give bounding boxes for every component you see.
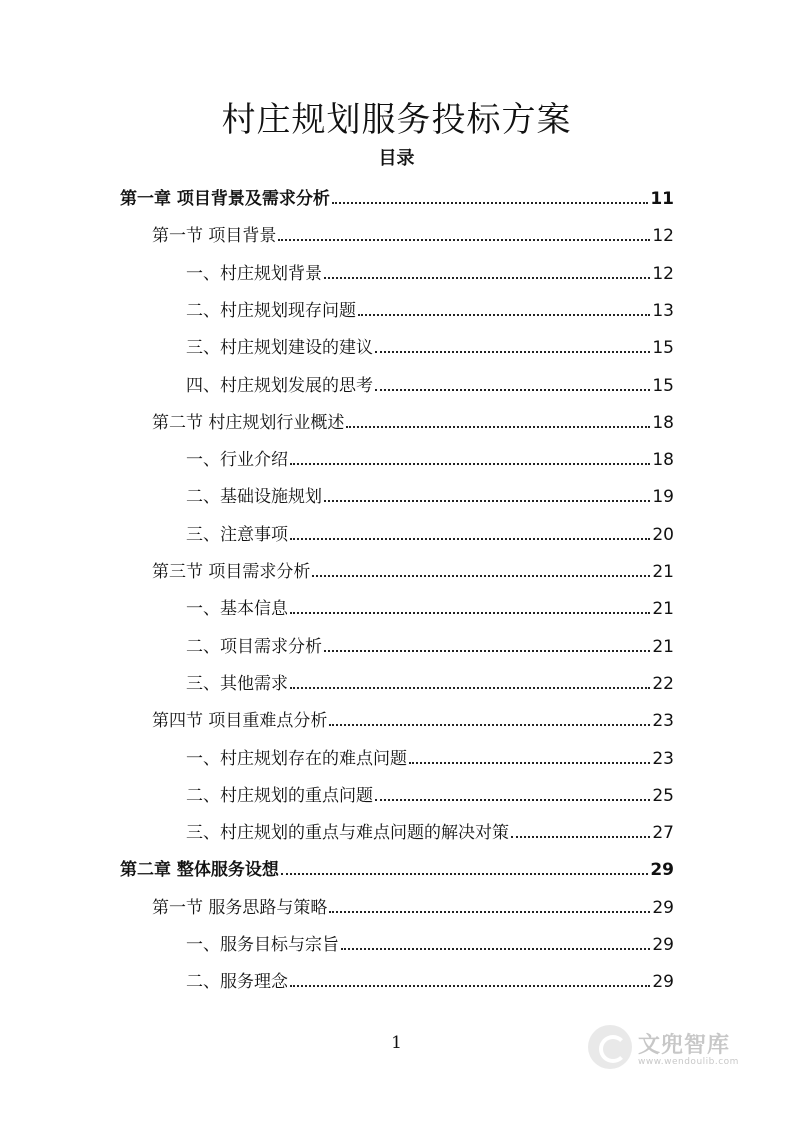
page-number: 1 (391, 1033, 402, 1053)
toc-entry-page: 22 (652, 674, 674, 694)
toc-entry-label: 二、村庄规划现存问题 (186, 301, 356, 321)
toc-leader-dots (329, 724, 650, 726)
toc-entry-item[interactable] (186, 963, 674, 993)
toc-entry-label: 二、村庄规划的重点问题 (186, 786, 373, 806)
toc-entry-page: 19 (652, 487, 674, 507)
toc-entry-label: 三、村庄规划建设的建议 (186, 338, 373, 358)
toc-leader-dots (290, 985, 650, 987)
toc-entry-item[interactable] (186, 329, 674, 359)
toc-entry-label: 二、服务理念 (186, 972, 288, 992)
toc-entry-item[interactable] (186, 814, 674, 844)
toc-entry-item[interactable] (186, 516, 674, 546)
toc-entry-page: 13 (652, 301, 674, 321)
toc-leader-dots (346, 426, 650, 428)
toc-entry-section[interactable] (152, 702, 674, 732)
toc-entry-label: 第二章 整体服务设想 (120, 860, 279, 880)
toc-leader-dots (290, 538, 650, 540)
toc-entry-chapter[interactable] (120, 180, 674, 210)
toc-leader-dots (409, 762, 650, 764)
toc-heading: 目录 (378, 148, 415, 169)
toc-leader-dots (375, 351, 650, 353)
toc-entry-page: 11 (650, 189, 674, 209)
toc-entry-page: 18 (652, 413, 674, 433)
toc-entry-section[interactable] (152, 553, 674, 583)
toc-leader-dots (332, 202, 648, 204)
toc-entry-label: 二、项目需求分析 (186, 637, 322, 657)
toc-entry-page: 29 (652, 972, 674, 992)
toc-entry-label: 三、注意事项 (186, 525, 288, 545)
toc-entry-page: 25 (652, 786, 674, 806)
toc-entry-item[interactable] (186, 665, 674, 695)
toc-entry-page: 27 (652, 823, 674, 843)
toc-entry-page: 29 (652, 898, 674, 918)
toc-entry-page: 21 (652, 562, 674, 582)
toc-entry-label: 第一章 项目背景及需求分析 (120, 189, 330, 209)
toc-entry-page: 21 (652, 599, 674, 619)
toc-entry-page: 23 (652, 711, 674, 731)
toc-entry-item[interactable] (186, 926, 674, 956)
toc-entry-item[interactable] (186, 292, 674, 322)
toc-entry-item[interactable] (186, 777, 674, 807)
toc-entry-page: 15 (652, 376, 674, 396)
toc-entry-label: 第四节 项目重难点分析 (152, 711, 328, 731)
watermark-name: 文兜智库 (638, 1032, 731, 1058)
toc-entry-page: 29 (652, 935, 674, 955)
toc-leader-dots (329, 911, 650, 913)
toc-leader-dots (375, 799, 650, 801)
toc-entry-section[interactable] (152, 404, 674, 434)
toc-leader-dots (324, 277, 650, 279)
toc-entry-label: 一、基本信息 (186, 599, 288, 619)
toc-leader-dots (324, 500, 650, 502)
toc-entry-label: 三、其他需求 (186, 674, 288, 694)
toc-entry-item[interactable] (186, 255, 674, 285)
toc-leader-dots (324, 650, 650, 652)
toc-entry-label: 一、服务目标与宗旨 (186, 935, 339, 955)
toc-entry-item[interactable] (186, 367, 674, 397)
toc-entry-label: 一、村庄规划存在的难点问题 (186, 749, 407, 769)
toc-entry-label: 四、村庄规划发展的思考 (186, 376, 373, 396)
toc-entry-page: 12 (652, 226, 674, 246)
watermark (588, 1020, 758, 1074)
toc-entry-label: 一、行业介绍 (186, 450, 288, 470)
toc-entry-label: 第二节 村庄规划行业概述 (152, 413, 345, 433)
toc-entry-page: 20 (652, 525, 674, 545)
toc-leader-dots (511, 836, 650, 838)
toc-entry-label: 一、村庄规划背景 (186, 264, 322, 284)
toc-entry-page: 15 (652, 338, 674, 358)
toc-entry-page: 23 (652, 749, 674, 769)
toc-entry-page: 12 (652, 264, 674, 284)
toc-leader-dots (281, 873, 648, 875)
toc-leader-dots (312, 575, 650, 577)
toc-entry-item[interactable] (186, 590, 674, 620)
toc-leader-dots (290, 612, 650, 614)
watermark-logo-icon (588, 1025, 632, 1069)
watermark-url: www.wendoulib.com (638, 1056, 739, 1067)
toc-leader-dots (341, 948, 650, 950)
toc-entry-section[interactable] (152, 217, 674, 247)
toc-entry-page: 21 (652, 637, 674, 657)
toc-entry-label: 二、基础设施规划 (186, 487, 322, 507)
toc-entry-label: 第三节 项目需求分析 (152, 562, 311, 582)
toc-entry-label: 第一节 服务思路与策略 (152, 898, 328, 918)
toc-leader-dots (290, 687, 650, 689)
toc-entry-item[interactable] (186, 441, 674, 471)
toc-entry-label: 第一节 项目背景 (152, 226, 277, 246)
toc-entry-chapter[interactable] (120, 851, 674, 881)
toc-entry-page: 18 (652, 450, 674, 470)
toc-entry-section[interactable] (152, 889, 674, 919)
toc-entry-item[interactable] (186, 628, 674, 658)
toc-entry-label: 三、村庄规划的重点与难点问题的解决对策 (186, 823, 509, 843)
toc-leader-dots (290, 463, 650, 465)
toc-leader-dots (278, 239, 650, 241)
toc-leader-dots (358, 314, 650, 316)
toc-leader-dots (375, 389, 650, 391)
toc-entry-page: 29 (650, 860, 674, 880)
document-title: 村庄规划服务投标方案 (221, 100, 572, 140)
toc-entry-item[interactable] (186, 478, 674, 508)
toc-entry-item[interactable] (186, 740, 674, 770)
